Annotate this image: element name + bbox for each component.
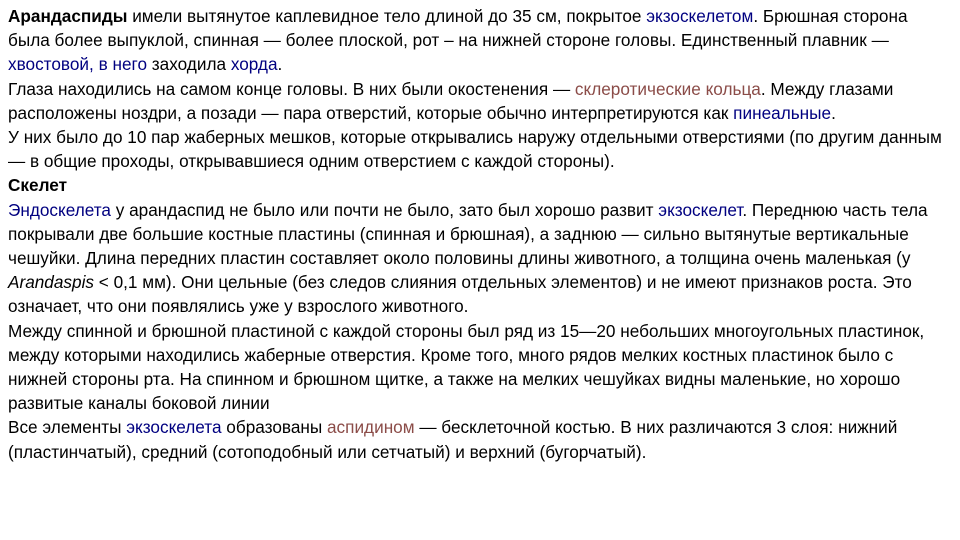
section-heading-skeleton: Скелет <box>8 175 68 196</box>
term-arandaspids: Арандаспиды <box>8 6 128 26</box>
text-run: Все элементы <box>8 417 127 438</box>
text-run: < 0,1 мм). Они цельные (без следов слияния отдельных элементов) и не имеют признаков роста. Это означает, что они появлялись уже у взрослого животного. <box>8 272 912 317</box>
text-run: Между спинной и брюшной пластиной с каждой стороны был ряд из 15—20 небольших многоугольных пластинок, между которыми находились жаберные отверстия. Кроме того, много рядов мелких костных пластинок было с нижней стороны рта. На спинном и брюшном щитке, а также на мелких чешуйках видны маленькие, но хорошо развитые каналы боковой линии <box>8 320 925 414</box>
link-aspidin[interactable]: аспидином <box>327 417 415 438</box>
paragraph-aspidin <box>8 415 952 463</box>
article-body <box>8 4 952 464</box>
paragraph-body-shape <box>8 4 952 77</box>
text-run: у арандаспид не было или почти не было, зато был хорошо развит <box>110 199 659 220</box>
genus-name: Arandaspis <box>8 272 94 293</box>
link-exoskeleton[interactable]: экзоскелетом <box>646 6 754 26</box>
link-sclerotic-rings[interactable]: склеротические кольца <box>574 78 761 99</box>
text-run: . Брюшная сторона была более выпуклой, спинная — более плоской, рот – на нижней стороне головы. Единственный плавник — <box>8 6 908 51</box>
text-run: Глаза находились на самом конце головы. В них были окостенения — <box>8 78 575 99</box>
text-run: . <box>831 102 836 123</box>
paragraph-gills <box>8 125 952 173</box>
link-pineal[interactable]: пинеальные <box>733 102 832 123</box>
text-run: , <box>89 54 99 75</box>
text-run: образованы <box>221 417 327 438</box>
text-run: заходила <box>147 54 231 75</box>
text-run: . Между глазами расположены ноздри, а позади — пара отверстий, которые обычно интерпретируются как <box>8 78 894 123</box>
link-exoskeleton-2[interactable]: экзоскелет <box>658 199 743 220</box>
paragraph-plates <box>8 319 952 416</box>
text-run: У них было до 10 пар жаберных мешков, которые открывались наружу отдельными отверстиями (по другим данным — в общие проходы, открывавшиеся одним отверстием с каждой стороны). <box>8 127 942 172</box>
text-run: . Переднюю часть тела покрывали две большие костные пластины (спинная и брюшная), а заднюю — сильно вытянутые вертикальные чешуйки. Длина передних пластин составляет около половины длины животного, а толщина очень маленькая (у <box>8 199 928 269</box>
text-run: — бесклеточной костью. В них различаются 3 слоя: нижний (пластинчатый), средний (сотоподобный или сетчатый) и верхний (бугорчатый). <box>8 417 898 462</box>
paragraph-skeleton <box>8 198 952 319</box>
text-run: . <box>277 54 283 75</box>
link-caudal[interactable]: хвостовой <box>8 54 90 75</box>
paragraph-eyes <box>8 77 952 125</box>
text-run: имели вытянутое каплевидное тело длиной до 35 см, покрытое <box>127 6 647 26</box>
link-exoskeleton-3[interactable]: экзоскелета <box>126 417 222 438</box>
link-endoskeleton[interactable]: Эндоскелета <box>8 199 111 220</box>
link-into-it[interactable]: в него <box>98 54 148 75</box>
link-notochord[interactable]: хорда <box>230 54 278 75</box>
